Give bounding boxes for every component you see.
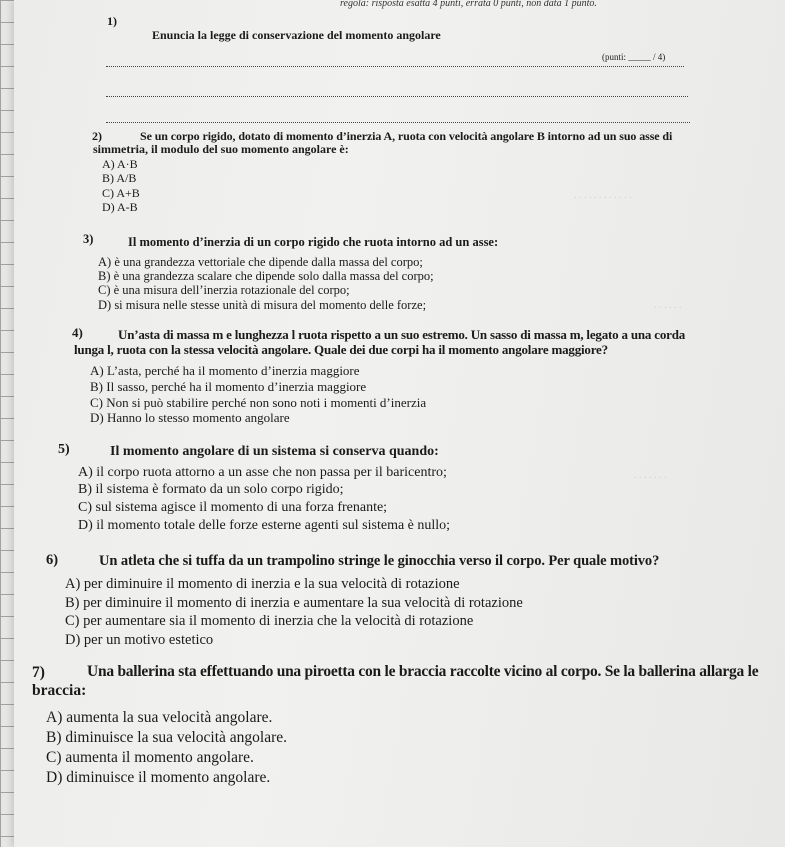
answer-line-2[interactable] (106, 96, 688, 97)
q4-option-b[interactable]: B) Il sasso, perché ha il momento d’inerzia maggiore (90, 379, 367, 394)
scoring-rule: regola: risposta esatta 4 punti, errata 0 punti, non data 1 punto. (340, 0, 597, 9)
q4-option-d[interactable]: D) Hanno lo stesso momento angolare (90, 410, 290, 425)
q3-option-d[interactable]: D) si misura nelle stesse unità di misura del momento delle forze; (98, 298, 427, 312)
q2-option-c[interactable]: C) A+B (102, 186, 140, 200)
answer-line-3[interactable] (106, 122, 690, 123)
q4-line1: Un’asta di massa m e lunghezza l ruota rispetto a un suo estremo. Un sasso di massa m, legato a una corda (118, 327, 686, 342)
q4-number: 4) (72, 325, 83, 340)
q3-number: 3) (83, 232, 94, 246)
q7-option-d[interactable]: D) diminuisce il momento angolare. (46, 769, 271, 786)
q6-option-b[interactable]: B) per diminuire il momento di inerzia e aumentare la sua velocità di rotazione (65, 595, 523, 611)
q4-option-c[interactable]: C) Non si può stabilire perché non sono noti i momenti d’inerzia (90, 395, 427, 410)
answer-line-1[interactable] (106, 66, 684, 67)
q2-number: 2) (92, 129, 102, 143)
q3-option-c[interactable]: C) è una misura dell’inerzia rotazionale del corpo; (98, 283, 350, 297)
q6-option-c[interactable]: C) per aumentare sia il momento di inerzia che la velocità di rotazione (65, 613, 474, 629)
q5-option-c[interactable]: C) sul sistema agisce il momento di una forza frenante; (78, 500, 388, 515)
q5-text: Il momento angolare di un sistema si conserva quando: (110, 444, 439, 459)
q1-text: Enuncia la legge di conservazione del momento angolare (152, 28, 441, 42)
q7-line2: braccia: (32, 682, 87, 699)
q4-option-a[interactable]: A) L’asta, perché ha il momento d’inerzia maggiore (90, 363, 360, 378)
q1-number: 1) (107, 14, 117, 28)
q3-option-a[interactable]: A) è una grandezza vettoriale che dipende dalla massa del corpo; (98, 255, 423, 269)
q2-option-d[interactable]: D) A-B (102, 200, 138, 214)
q3-option-b[interactable]: B) è una grandezza scalare che dipende solo dalla massa del corpo; (98, 269, 434, 283)
q6-text: Un atleta che si tuffa da un trampolino stringe le ginocchia verso il corpo. Per quale motivo? (99, 553, 660, 569)
q7-option-b[interactable]: B) diminuisce la sua velocità angolare. (46, 729, 288, 746)
test-sheet: . . . . . . . . . . . . . . . . . . . . . . . . . regola: risposta esatta 4 punti, errata 0 punti, non data 1 punto. 1) Enuncia la legge di conservazione del momento angolare (punti: _____ / 4) 2) Se un corpo rigido, dotato di momento d’inerzia A, ruota con velocità angolare B intorno ad un suo asse di simmetria, il modulo del suo momento angolare è: A) A·B B) A/B C) A+B D) A-B 3) Il momento d’inerzia di un corpo rigido che ruota intorno ad un asse: A) è una grandezza vettoriale che dipende dalla massa del corpo; B) è una grandezza scalare che dipende solo dalla massa del corpo; C) è una misura dell’inerzia rotazionale del corpo; D) si misura nelle stesse unità di misura del momento delle forze; 4) Un’asta di massa m e lunghezza l ruota rispetto a un suo estremo. Un sasso di massa m, legato a una corda lunga l, ruota con la stessa velocità angolare. Quale dei due corpi ha il momento angolare maggiore? A) L’asta, perché ha il momento d’inerzia maggiore B) Il sasso, perché ha il momento d’inerzia maggiore C) Non si può stabilire perché non sono noti i momenti d’inerzia D) Hanno lo stesso momento angolare 5) Il momento angolare di un sistema si conserva quando: A) il corpo ruota attorno a un asse che non passa per il baricentro; B) il sistema è formato da un solo corpo rigido; C) sul sistema agisce il momento di una forza frenante; D) il momento totale delle forze esterne agenti sul sistema è nullo; 6) Un atleta che si tuffa da un trampolino stringe le ginocchia verso il corpo. Per quale motivo? A) per diminuire il momento di inerzia e la sua velocità di rotazione B) per diminuire il momento di inerzia e aumentare la sua velocità di rotazione C) per aumentare sia il momento di inerzia che la velocità di rotazione D) per un motivo estetico 7) Una ballerina sta effettuando una piroetta con le braccia raccolte vicino al corpo. Se la ballerina allarga le braccia: A) aumenta la sua velocità angolare. B) diminuisce la sua velocità angolare. C) aumenta il momento angolare. D) diminuisce il momento angolare. (14, 0, 785, 847)
q5-number: 5) (58, 442, 70, 457)
q2-option-a[interactable]: A) A·B (102, 157, 138, 171)
q2-line1: Se un corpo rigido, dotato di momento d’inerzia A, ruota con velocità angolare B intorno ad un suo asse di (140, 129, 673, 143)
q4-line2: lunga l, ruota con la stessa velocità angolare. Quale dei due corpi ha il momento angolare maggiore? (74, 342, 608, 357)
q7-option-a[interactable]: A) aumenta la sua velocità angolare. (46, 709, 273, 726)
q5-option-d[interactable]: D) il momento totale delle forze esterne agenti sul sistema è nullo; (78, 518, 451, 533)
q7-option-c[interactable]: C) aumenta il momento angolare. (46, 749, 254, 766)
q5-option-a[interactable]: A) il corpo ruota attorno a un asse che non passa per il baricentro; (78, 465, 447, 480)
q7-number: 7) (32, 664, 45, 681)
q6-number: 6) (46, 552, 59, 568)
q6-option-a[interactable]: A) per diminuire il momento di inerzia e la sua velocità di rotazione (65, 576, 460, 592)
q3-text: Il momento d’inerzia di un corpo rigido che ruota intorno ad un asse: (128, 235, 499, 249)
q6-option-d[interactable]: D) per un motivo estetico (65, 632, 214, 648)
q5-option-b[interactable]: B) il sistema è formato da un solo corpo rigido; (78, 482, 344, 497)
q2-option-b[interactable]: B) A/B (102, 171, 137, 185)
q7-line1: Una ballerina sta effettuando una piroetta con le braccia raccolte vicino al corpo. Se la ballerina allarga le (87, 663, 759, 680)
q1-points: (punti: _____ / 4) (602, 52, 666, 62)
q2-line2: simmetria, il modulo del suo momento angolare è: (93, 142, 349, 156)
